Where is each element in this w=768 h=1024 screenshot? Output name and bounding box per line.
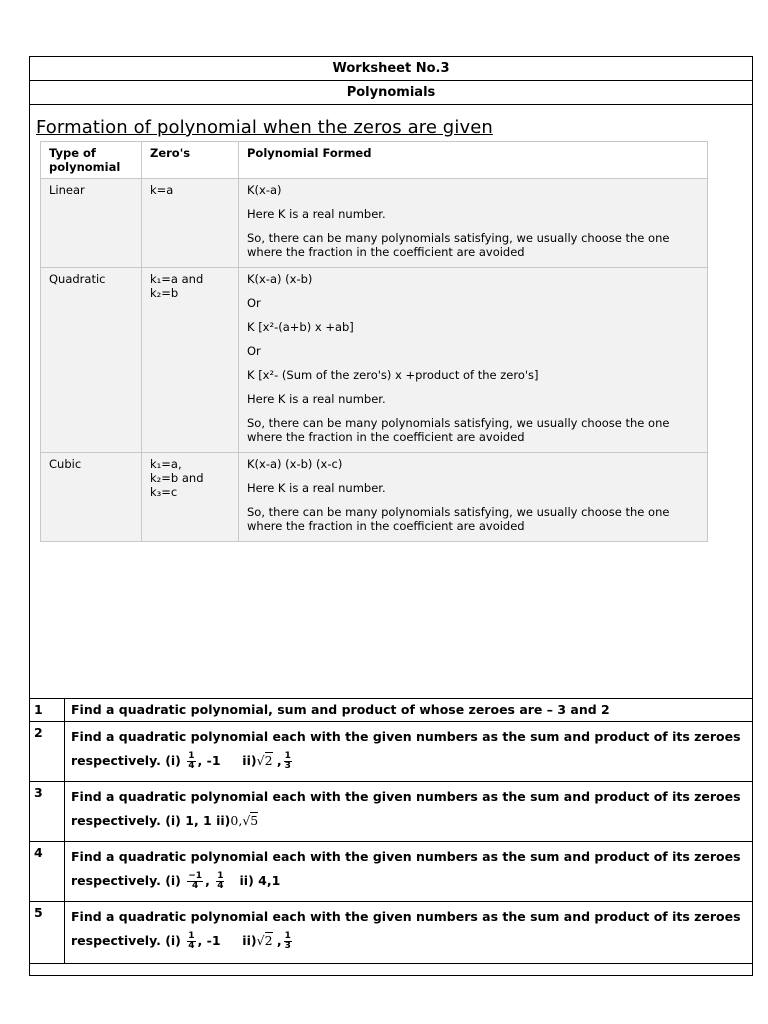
fraction xyxy=(187,932,195,951)
question-tail: 0, xyxy=(230,813,243,828)
cubic-zero-a: k₁=a, xyxy=(150,457,182,471)
question-tail: ii) 4,1 xyxy=(239,873,281,888)
section-heading: Formation of polynomial when the zeros are given xyxy=(36,117,493,138)
table-row-cubic xyxy=(41,453,708,542)
linear-line-3: So, there can be many polynomials satisfying, we usually choose the one where the fraction in the coefficient are avoided xyxy=(247,231,670,259)
quadratic-zero-b: k₂=b xyxy=(150,286,179,300)
fraction-numerator: 1 xyxy=(284,751,291,761)
question-row-1 xyxy=(30,699,753,722)
table-row-quadratic xyxy=(41,268,708,453)
header-zeros: Zero's xyxy=(142,142,239,179)
linear-polynomial xyxy=(239,179,708,268)
fraction-denominator: 4 xyxy=(188,761,195,771)
quadratic-zero-a: k₁=a and xyxy=(150,272,204,286)
square-root: √2 xyxy=(256,753,273,768)
question-tail: , -1 xyxy=(197,933,221,948)
header-type: Type of polynomial xyxy=(41,142,142,179)
question-row-3 xyxy=(30,782,753,842)
worksheet-title: Worksheet No.3 xyxy=(30,57,752,81)
quadratic-line-6: Here K is a real number. xyxy=(247,392,386,406)
question-number: 4 xyxy=(30,842,65,902)
fraction xyxy=(284,752,292,771)
radicand: 5 xyxy=(250,813,259,828)
quadratic-type: Quadratic xyxy=(41,268,142,453)
fraction-numerator: 1 xyxy=(188,931,195,941)
quadratic-zeros xyxy=(142,268,239,453)
question-number: 2 xyxy=(30,722,65,782)
cubic-line-3: So, there can be many polynomials satisfying, we usually choose the one where the fraction in the coefficient are avoided xyxy=(247,505,670,533)
linear-type: Linear xyxy=(41,179,142,268)
question-part-ii: ii) xyxy=(242,753,257,768)
radicand: 2 xyxy=(264,933,273,948)
fraction-numerator: 1 xyxy=(188,751,195,761)
fraction xyxy=(187,752,195,771)
fraction-denominator: 3 xyxy=(284,761,291,771)
questions-table xyxy=(29,698,753,964)
quadratic-polynomial xyxy=(239,268,708,453)
separator: , xyxy=(205,873,210,888)
quadratic-line-7: So, there can be many polynomials satisfying, we usually choose the one where the fraction in the coefficient are avoided xyxy=(247,416,670,444)
header-polynomial: Polynomial Formed xyxy=(239,142,708,179)
quadratic-line-3: K [x²-(a+b) x +ab] xyxy=(247,320,354,334)
fraction-numerator: −1 xyxy=(188,871,203,881)
worksheet-frame xyxy=(29,56,753,976)
question-body: Find a quadratic polynomial each with the given numbers as the sum and product of its zeroes respectively. (i) xyxy=(71,729,741,768)
fraction-denominator: 4 xyxy=(217,881,224,891)
fraction-numerator: 1 xyxy=(217,871,224,881)
linear-zero: k=a xyxy=(142,179,239,268)
fraction-denominator: 4 xyxy=(188,941,195,951)
quadratic-line-1: K(x-a) (x-b) xyxy=(247,272,313,286)
fraction-denominator: 3 xyxy=(284,941,291,951)
question-text xyxy=(65,782,753,842)
cubic-polynomial xyxy=(239,453,708,542)
cubic-zeros xyxy=(142,453,239,542)
fraction xyxy=(284,932,292,951)
question-body: Find a quadratic polynomial each with the given numbers as the sum and product of its zeroes respectively. (i) 1, 1 ii) xyxy=(71,789,741,828)
question-row-2 xyxy=(30,722,753,782)
question-tail: , -1 xyxy=(197,753,221,768)
question-number: 3 xyxy=(30,782,65,842)
linear-line-1: K(x-a) xyxy=(247,183,282,197)
question-text xyxy=(65,842,753,902)
cubic-line-2: Here K is a real number. xyxy=(247,481,386,495)
separator: , xyxy=(276,933,282,948)
question-number: 1 xyxy=(30,699,65,722)
question-body: Find a quadratic polynomial each with the given numbers as the sum and product of its zeroes respectively. (i) xyxy=(71,909,741,948)
question-body: Find a quadratic polynomial each with the given numbers as the sum and product of its zeroes respectively. (i) xyxy=(71,849,741,888)
square-root: √5 xyxy=(242,813,259,828)
question-row-4 xyxy=(30,842,753,902)
cubic-type: Cubic xyxy=(41,453,142,542)
question-text xyxy=(65,722,753,782)
table-row-linear xyxy=(41,179,708,268)
question-number: 5 xyxy=(30,902,65,964)
square-root: √2 xyxy=(256,933,273,948)
linear-line-2: Here K is a real number. xyxy=(247,207,386,221)
polynomial-formation-table xyxy=(40,141,708,542)
fraction xyxy=(187,872,203,891)
worksheet-subtitle: Polynomials xyxy=(30,81,752,105)
separator: , xyxy=(276,753,282,768)
quadratic-line-2: Or xyxy=(247,296,261,310)
quadratic-line-4: Or xyxy=(247,344,261,358)
fraction xyxy=(216,872,224,891)
question-part-ii: ii) xyxy=(242,933,257,948)
question-text: Find a quadratic polynomial, sum and product of whose zeroes are – 3 and 2 xyxy=(65,699,753,722)
fraction-denominator: 4 xyxy=(192,881,199,891)
fraction-numerator: 1 xyxy=(284,931,291,941)
cubic-zero-b: k₂=b and xyxy=(150,471,204,485)
question-text xyxy=(65,902,753,964)
question-row-5 xyxy=(30,902,753,964)
cubic-line-1: K(x-a) (x-b) (x-c) xyxy=(247,457,343,471)
radicand: 2 xyxy=(264,753,273,768)
table-header-row xyxy=(41,142,708,179)
quadratic-line-5: K [x²- (Sum of the zero's) x +product of the zero's] xyxy=(247,368,539,382)
cubic-zero-c: k₃=c xyxy=(150,485,178,499)
